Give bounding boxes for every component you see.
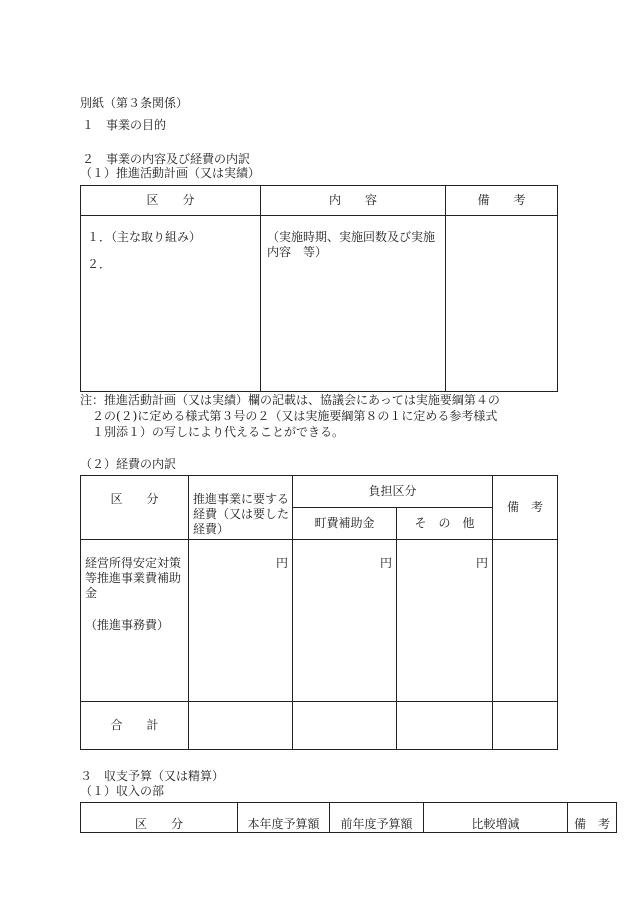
other-yen: 円 (397, 540, 493, 702)
town-subsidy-yen: 円 (293, 540, 397, 702)
header-biko: 備 考 (446, 186, 558, 216)
appendix-heading: 別紙（第３条関係） (80, 96, 189, 110)
header-other: そ の 他 (397, 508, 493, 540)
total-required (189, 702, 293, 750)
activity-item-1: １．（主な取り組み） (87, 230, 202, 244)
subsection-2-2-heading: （２）経費の内訳 (80, 457, 177, 471)
expense-item-cell (81, 540, 189, 702)
income-header-last-year: 前年度予算額 (330, 803, 424, 833)
income-header-remarks: 備 考 (568, 803, 617, 833)
note-line-2: ２の(２)に定める様式第３号の２（又は実施要綱第８の１に定める参考様式 (92, 409, 498, 423)
header-burden-division: 負担区分 (293, 476, 493, 508)
header-expense-remarks: 備 考 (493, 476, 558, 540)
expense-item-sub: （推進事務費） (85, 618, 170, 632)
subsection-2-1-heading: （１）推進活動計画（又は実績） (80, 166, 261, 180)
header-required-expense: 推進事業に要する経費（又は要した経費） (189, 476, 293, 540)
activity-kubun-cell (81, 216, 261, 392)
income-header-difference: 比較増減 (424, 803, 568, 833)
note-line-3: １別添１）の写しにより代えることができる。 (92, 425, 345, 439)
total-other (397, 702, 493, 750)
income-header-this-year: 本年度予算額 (238, 803, 330, 833)
section-3-heading: ３ 収支予算（又は精算） (80, 769, 225, 783)
header-expense-kubun: 区 分 (81, 476, 189, 540)
activity-content-text: （実施時期、実施回数及び実施内容 等） (267, 230, 436, 259)
income-header-kubun: 区 分 (81, 803, 238, 833)
header-town-subsidy: 町費補助金 (293, 508, 397, 540)
activity-naiyo-cell (261, 216, 446, 392)
total-label: 合 計 (81, 702, 189, 750)
expense-breakdown-table (80, 475, 558, 750)
total-remarks (493, 702, 558, 750)
activity-plan-table (80, 185, 558, 392)
activity-item-2: ２． (87, 257, 112, 271)
expense-item-name: 経営所得安定対策等推進事業費補助金 (85, 556, 182, 600)
activity-plan-note (80, 392, 560, 440)
header-kubun: 区 分 (81, 186, 261, 216)
section-1-heading: １ 事業の目的 (82, 118, 167, 132)
total-town (293, 702, 397, 750)
required-expense-yen: 円 (189, 540, 293, 702)
section-2-heading: ２ 事業の内容及び経費の内訳 (82, 152, 251, 166)
header-naiyo: 内 容 (261, 186, 446, 216)
subsection-3-1-heading: （１）収入の部 (80, 784, 165, 798)
expense-remarks-cell (493, 540, 558, 702)
income-table (80, 802, 617, 833)
note-line-1: 注：推進活動計画（又は実績）欄の記載は、協議会にあっては実施要綱第４の (80, 393, 500, 407)
activity-biko-cell (446, 216, 558, 392)
